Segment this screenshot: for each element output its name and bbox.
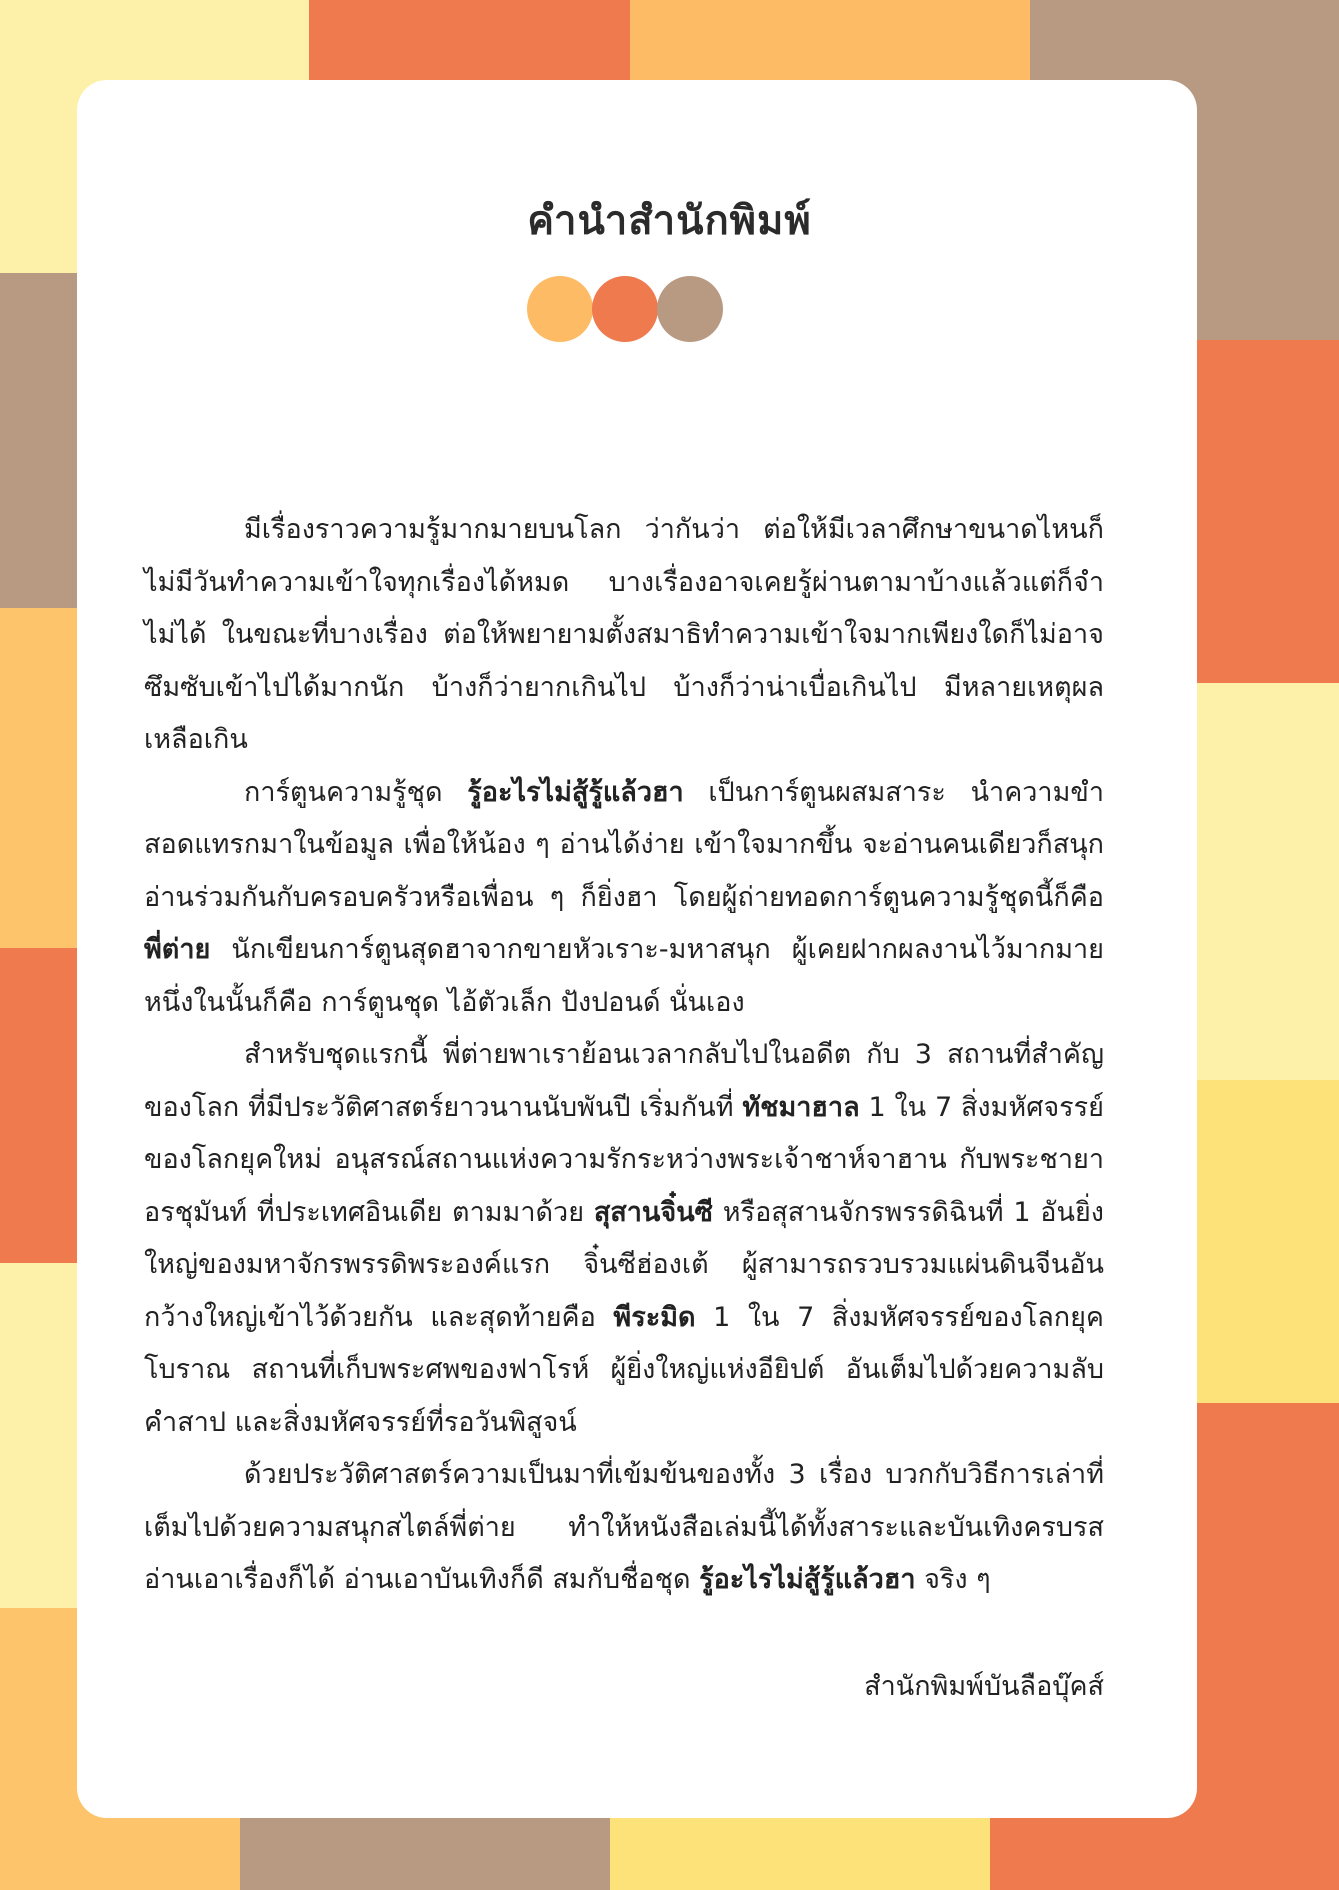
tile [1197, 340, 1339, 683]
tile [0, 1263, 77, 1608]
bold-text: รู้อะไรไม่สู้รู้แล้วฮา [699, 1564, 916, 1595]
text-run: ด้วยประวัติศาสตร์ความเป็นมาที่เข้มข้นของทั้ง 3 เรื่อง บวกกับวิธีการเล่าที่เต็มไปด้วยความสนุกสไตล์พี่ต่าย ทำให้หนังสือเล่มนี้ได้ทั้งสาระและบันเทิงครบรส อ่านเอาเรื่องก็ได้ อ่านเอาบันเทิงก็ดี สมกับชื่อชุด [144, 1459, 1104, 1595]
tile [1197, 683, 1339, 1080]
bold-text: สุสานจิ๋นซี [593, 1196, 713, 1228]
paragraph [144, 504, 1104, 767]
bold-text: รู้อะไรไม่สู้รู้แล้วฮา [467, 776, 684, 808]
decorative-dot [527, 276, 593, 342]
tile [0, 608, 77, 948]
paragraph [144, 1029, 1104, 1449]
text-run: นักเขียนการ์ตูนสุดฮาจากขายหัวเราะ-มหาสนุก ผู้เคยฝากผลงานไว้มากมาย หนึ่งในนั้นก็คือ การ์ตูนชุด ไอ้ตัวเล็ก ปังปอนด์ นั่นเอง [144, 934, 1104, 1018]
text-run: 1 ใน 7 สิ่งมหัศจรรย์ของโลกยุคโบราณ สถานที่เก็บพระศพของฟาโรห์ ผู้ยิ่งใหญ่แห่งอียิปต์ อันเต็มไปด้วยความลับ คำสาป และสิ่งมหัศจรรย์ที่รอวันพิสูจน์ [144, 1301, 1104, 1438]
paragraph [144, 1449, 1104, 1607]
tile [0, 948, 77, 1263]
bold-text: พี่ต่าย [144, 934, 211, 965]
tile [610, 1818, 990, 1890]
text-run: เป็นการ์ตูนผสมสาระ นำความขำสอดแทรกมาในข้อมูล เพื่อให้น้อง ๆ อ่านได้ง่าย เข้าใจมากขึ้น จะอ่านคนเดียวก็สนุก อ่านร่วมกันกับครอบครัวหรือเพื่อน ๆ ก็ยิ่งฮา โดยผู้ถ่ายทอดการ์ตูนความรู้ชุดนี้ก็คือ [144, 776, 1104, 913]
tile [630, 0, 1030, 80]
tile [240, 1818, 610, 1890]
page-title: คำนำสำนักพิมพ์ [527, 198, 812, 244]
text-run: มีเรื่องราวความรู้มากมายบนโลก ว่ากันว่า ต่อให้มีเวลาศึกษาขนาดไหนก็ไม่มีวันทำความเข้าใจทุกเรื่องได้หมด บางเรื่องอาจเคยรู้ผ่านตามาบ้างแล้วแต่ก็จำไม่ได้ ในขณะที่บางเรื่อง ต่อให้พยายามตั้งสมาธิทำความเข้าใจมากเพียงใดก็ไม่อาจซึมซับเข้าไปได้มากนัก บ้างก็ว่ายากเกินไป บ้างก็ว่าน่าเบื่อเกินไป มีหลายเหตุผลเหลือเกิน [144, 514, 1104, 755]
tile [309, 0, 630, 80]
text-run: สำหรับชุดแรกนี้ พี่ต่ายพาเราย้อนเวลากลับไปในอดีต กับ 3 สถานที่สำคัญของโลก ที่มีประวัติศาสตร์ยาวนานนับพันปี เริ่มกันที่ [144, 1039, 1104, 1123]
tile [0, 273, 77, 608]
bold-text: ทัชมาฮาล [742, 1091, 860, 1123]
paragraph [144, 767, 1104, 1030]
decorative-dot [592, 276, 658, 342]
preface-body [144, 504, 1104, 1607]
tile [1197, 1080, 1339, 1403]
text-run: การ์ตูนความรู้ชุด [244, 776, 468, 808]
text-run: จริง ๆ [915, 1564, 991, 1595]
text-run: หรือสุสานจักรพรรดิฉินที่ 1 อันยิ่งใหญ่ของมหาจักรพรรดิพระองค์แรก จิ๋นซีฮ่องเต้ ผู้สามารถรวบรวมแผ่นดินจีนอันกว้างใหญ่เข้าไว้ด้วยกัน และสุดท้ายคือ [144, 1196, 1104, 1333]
publisher-signature: สำนักพิมพ์บันลือบุ๊คส์ [864, 1671, 1104, 1702]
text-run: 1 ใน 7 สิ่งมหัศจรรย์ของโลกยุคใหม่ อนุสรณ์สถานแห่งความรักระหว่างพระเจ้าชาห์จาฮาน กับพระชายาอรชุมันท์ ที่ประเทศอินเดีย ตามมาด้วย [144, 1091, 1104, 1228]
bold-text: พีระมิด [613, 1301, 696, 1333]
decorative-dot [657, 276, 723, 342]
